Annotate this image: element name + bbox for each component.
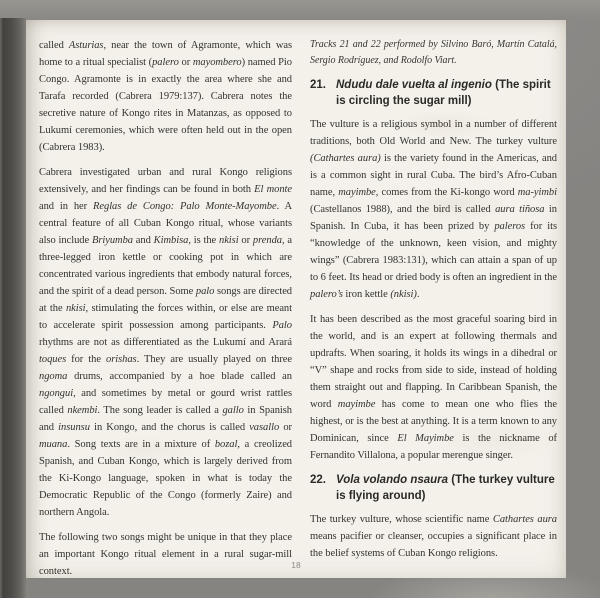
track-credit: Tracks 21 and 22 performed by Silvino Baró, Martín Catalá, Sergio Rodríguez, and Rodolfo Viart. (310, 39, 557, 66)
page-number: 18 (291, 560, 301, 570)
section-heading-track-21 (310, 77, 557, 109)
paragraph: The vulture is a religious symbol in a number of different traditions, both Old World and New. The turkey vulture (Cathartes aura) is the variety found in the Americas, and is a common sight in rural Cuba. The bird’s Afro-Cuban name, mayimbe, comes from the Ki-kongo word ma-yimbi (Castellanos 1988), and the bird is called aura tiñosa in Spanish. In Cuba, it has been prized by paleros for its “knowledge of the unknown, keen vision, and mighty wings” (Cabrera 1983:131), which can attain a span of up to 6 feet. Its head or dried body is often an ingredient in the palero’s iron kettle (nkisi). (310, 119, 558, 300)
right-column (310, 37, 557, 570)
section-number: 22. (310, 474, 326, 486)
paragraph: It has been described as the most graceful soaring bird in the world, and is an expert at following thermals and updrafts. When soaring, it holds its wings in a dihedral or “V” shape and rocks from side to side, instead of holding them straight out and flapping. In Caribbean Spanish, the word mayimbe has come to mean one who flies the highest, or is the best at anything. It is a term known to any Dominican, since El Mayimbe is the nickname of Fernandito Villalona, a popular merengue singer. (310, 314, 557, 461)
booklet-spine-shadow (0, 18, 26, 598)
paragraph: The following two songs might be unique in that they place an important Kongo ritual element in a rural sugar-mill context. (39, 532, 292, 577)
booklet-page (26, 20, 566, 578)
section-title: Ndudu dale vuelta al ingenio (The spirit is circling the sugar mill) (336, 79, 551, 107)
paragraph: The turkey vulture, whose scientific name Cathartes aura means pacifier or cleanser, occupies a significant place in the belief systems of Cuban Kongo religions. (310, 514, 557, 559)
section-title: Vola volando nsaura (The turkey vulture is flying around) (336, 474, 555, 502)
paragraph: Cabrera investigated urban and rural Kongo religions extensively, and her findings can be found in both El monte and in her Reglas de Congo: Palo Monte-Mayombe. A central feature of all Cuban Kongo ritual, whose variants also include Briyumba and Kimbisa, is the nkisi or prenda, a three-legged iron kettle or cooking pot in which are concentrated various ingredients that embody natural forces, and the spirit of a dead person. Some palo songs are directed at the nkisi, stimulating the forces within, or else are meant to accelerate spirit possession among participants. Palo rhythms are not as differentiated as the Lukumí and Arará toques for the orishas. They are usually played on three ngoma drums, accompanied by a hoe blade called an ngongui, and sometimes by metal or gourd wrist rattles called nkembi. The song leader is called a gallo in Spanish and insunsu in Kongo, and the chorus is called vasallo or muana. Song texts are in a mixture of bozal, a creolized Spanish, and Cuban Kongo, which is largely derived from the Ki-Kongo language, spoken in what is today the Democratic Republic of the Congo (formerly Zaire) and northern Angola. (39, 167, 293, 518)
section-number: 21. (310, 79, 326, 91)
left-column (39, 37, 292, 578)
background-top-band (0, 0, 600, 20)
section-heading-track-22 (310, 472, 557, 504)
paragraph: called Asturias, near the town of Agramonte, which was home to a ritual specialist (palero or mayombero) named Pio Congo. Agramonte is in exactly the area where she and Tarafa recorded (Cabrera 1979:137). Cabrera notes the secretive nature of Kongo rites in Matanzas, as opposed to Lukumí ceremonies, which were often held out in the open (Cabrera 1983). (39, 40, 293, 153)
